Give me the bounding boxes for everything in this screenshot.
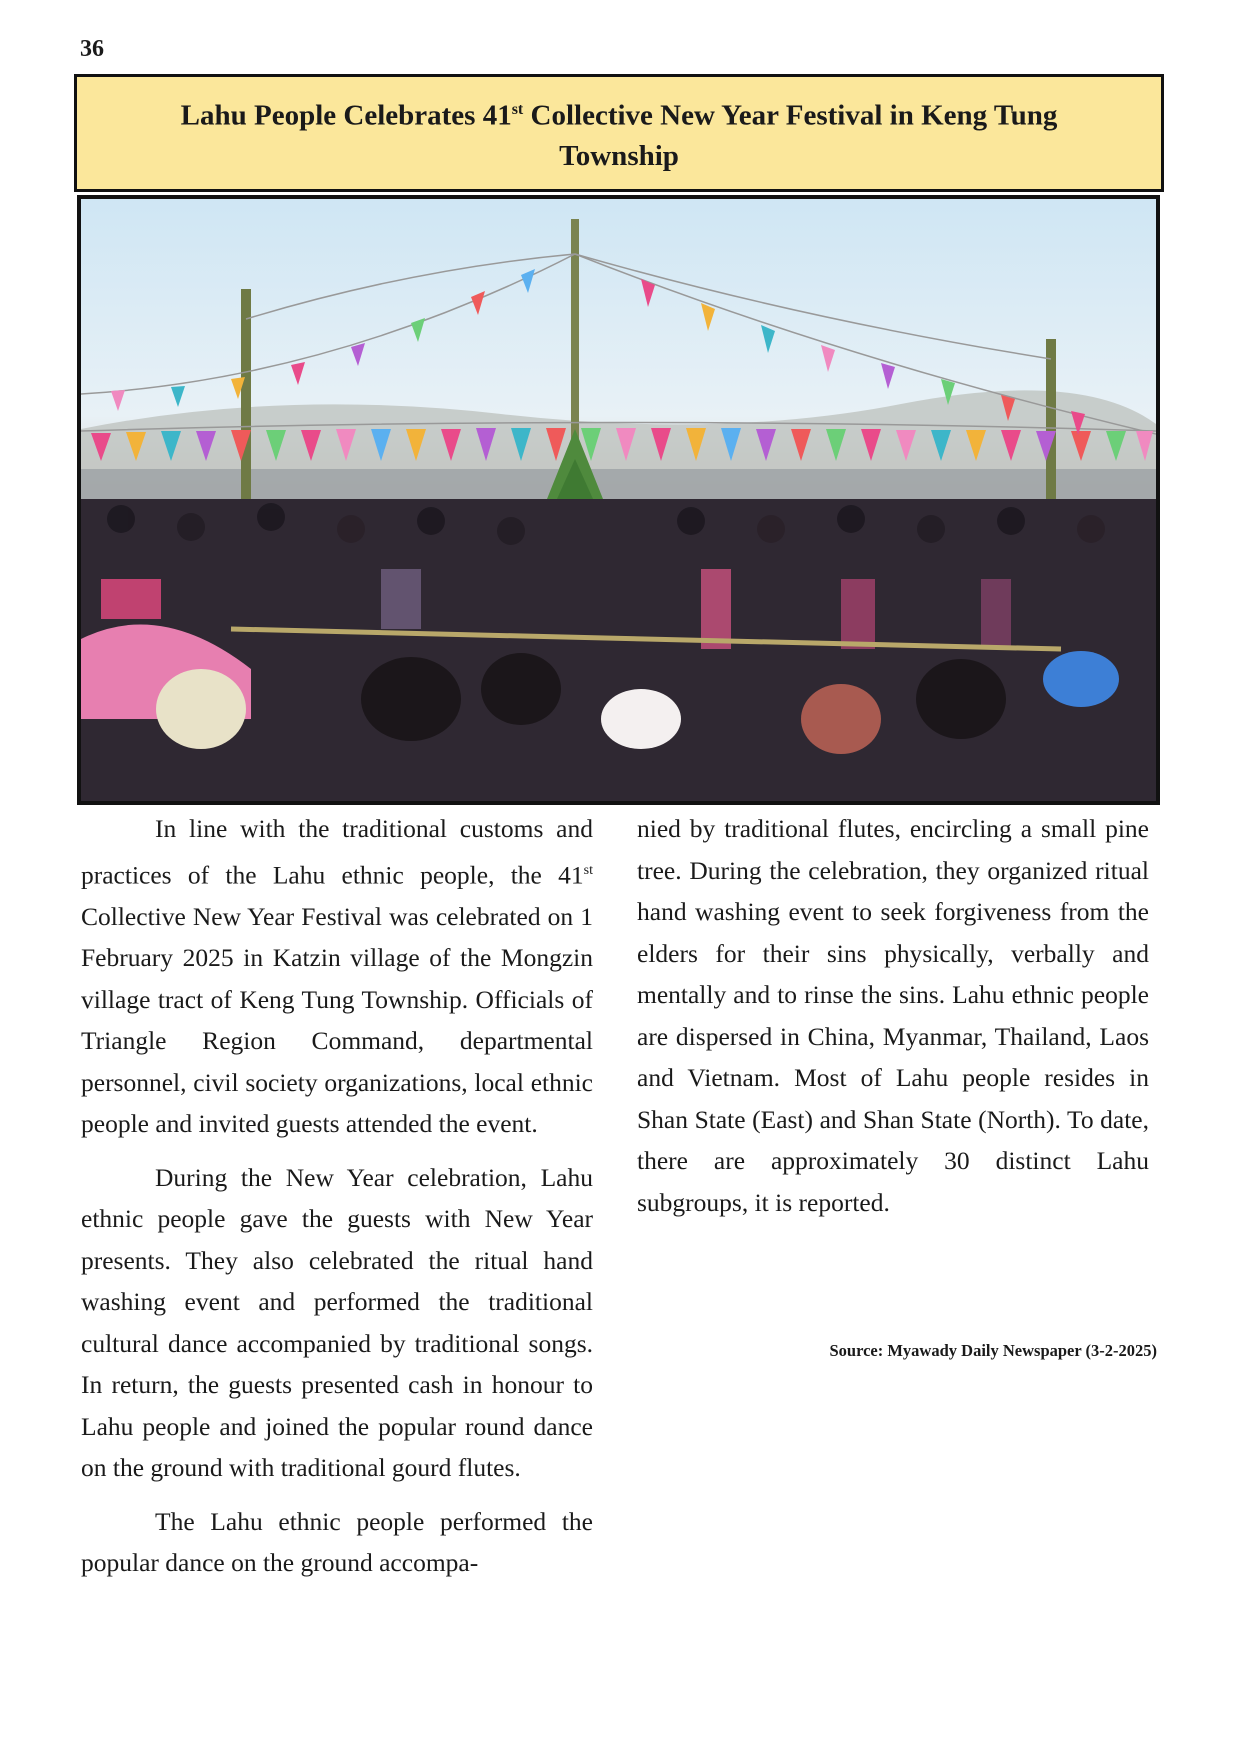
festival-photo-illustration: [81, 199, 1156, 801]
title-banner: [74, 74, 1164, 192]
source-citation: Source: Myawady Daily Newspaper (3-2-2025): [829, 1341, 1157, 1360]
article-paragraph-1: [81, 808, 593, 1145]
title-line1-start: Lahu People Celebrates 41: [180, 99, 512, 132]
article-paragraph-3-start: The Lahu ethnic people performed the popular dance on the ground accompa-: [81, 1506, 593, 1577]
page-number: 36: [80, 36, 104, 62]
festival-photo: [77, 195, 1160, 805]
paragraph-1-start: In line with the traditional customs and practices of the Lahu ethnic people, the 41: [81, 814, 593, 889]
paragraph-1-rest: Collective New Year Festival was celebrated on 1 February 2025 in Katzin village of the Mongzin village tract of Keng Tung Township. Officials of Triangle Region Command, departmental personnel, civil society organizations, local ethnic people and invited guests attended the event.: [81, 901, 593, 1138]
title-line2: Township: [559, 140, 679, 173]
title-ordinal-suffix: st: [511, 100, 524, 118]
article-paragraph-3-continued: nied by traditional flutes, encircling a small pine tree. During the celebration, they organized ritual hand washing event to seek forgiveness from the elders for their sins physically, verbally and mentally and to rinse the sins. Lahu ethnic people are dispersed in China, Myanmar, Thailand, Laos and Vietnam. Most of Lahu people resides in Shan State (East) and Shan State (North). To date, there are approximately 30 distinct Lahu subgroups, it is reported.: [637, 814, 1149, 1217]
article-column-left: [81, 808, 593, 1596]
article-column-right: [637, 808, 1149, 1235]
paragraph-1-ordinal-suffix: st: [583, 862, 593, 878]
article-paragraph-2: During the New Year celebration, Lahu ethnic people gave the guests with New Year presents. They also celebrated the ritual hand washing event and performed the traditional cultural dance accompanied by traditional songs. In return, the guests presented cash in honour to Lahu people and joined the popular round dance on the ground with traditional gourd flutes.: [81, 1162, 593, 1482]
article-title: [151, 89, 1088, 178]
title-line1-end: Collective New Year Festival in Keng Tung: [523, 99, 1058, 132]
